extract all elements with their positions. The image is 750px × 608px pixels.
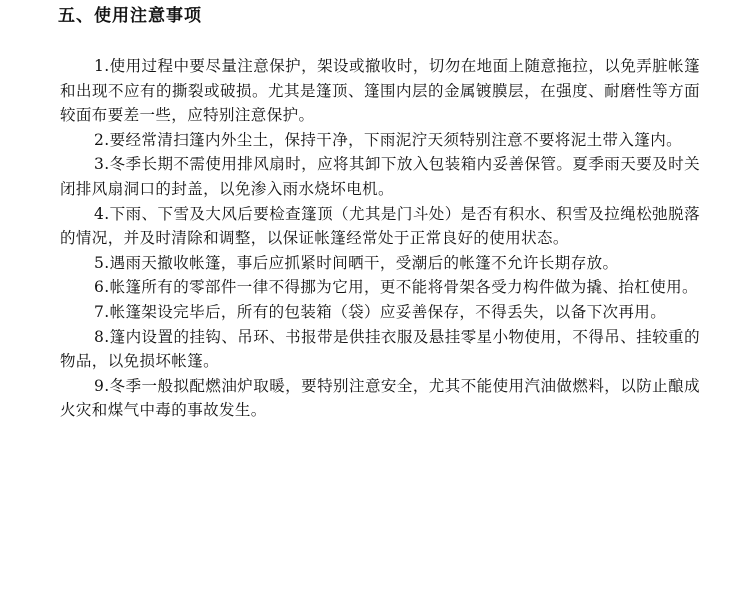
precaution-item-5: 5.遇雨天撤收帐篷，事后应抓紧时间晒干，受潮后的帐篷不允许长期存放。 xyxy=(94,253,619,272)
precaution-item-1: 1.使用过程中要尽量注意保护，架设或撤收时，切勿在地面上随意拖拉，以免弄脏帐篷和出现不应有的撕裂或破损。尤其是篷顶、篷围内层的金属镀膜层，在强度、耐磨性等方面较面布要差一些，应特别注意保护。 xyxy=(60,57,700,125)
precaution-item-4: 4.下雨、下雪及大风后要检查篷顶（尤其是门斗处）是否有积水、积雪及拉绳松弛脱落的情况，并及时清除和调整，以保证帐篷经常处于正常良好的使用状态。 xyxy=(60,204,700,248)
precaution-item-7: 7.帐篷架设完毕后，所有的包装箱（袋）应妥善保存，不得丢失，以备下次再用。 xyxy=(94,302,667,321)
precaution-item-2: 2.要经常清扫篷内外尘土，保持干净，下雨泥泞天须特别注意不要将泥土带入篷内。 xyxy=(94,130,682,149)
section-title: 五、使用注意事项 xyxy=(58,6,202,26)
precautions-list xyxy=(60,54,700,423)
precaution-item-8: 8.篷内设置的挂钩、吊环、书报带是供挂衣服及悬挂零星小物使用，不得吊、挂较重的物品，以免损坏帐篷。 xyxy=(60,327,700,371)
precaution-item-6: 6.帐篷所有的零部件一律不得挪为它用，更不能将骨架各受力构件做为撬、抬杠使用。 xyxy=(94,278,698,297)
precaution-item-9: 9.冬季一般拟配燃油炉取暖，要特别注意安全，尤其不能使用汽油做燃料，以防止酿成火灾和煤气中毒的事故发生。 xyxy=(60,376,700,420)
precaution-item-3: 3.冬季长期不需使用排风扇时，应将其卸下放入包装箱内妥善保管。夏季雨天要及时关闭排风扇洞口的封盖，以免渗入雨水烧坏电机。 xyxy=(60,155,700,198)
